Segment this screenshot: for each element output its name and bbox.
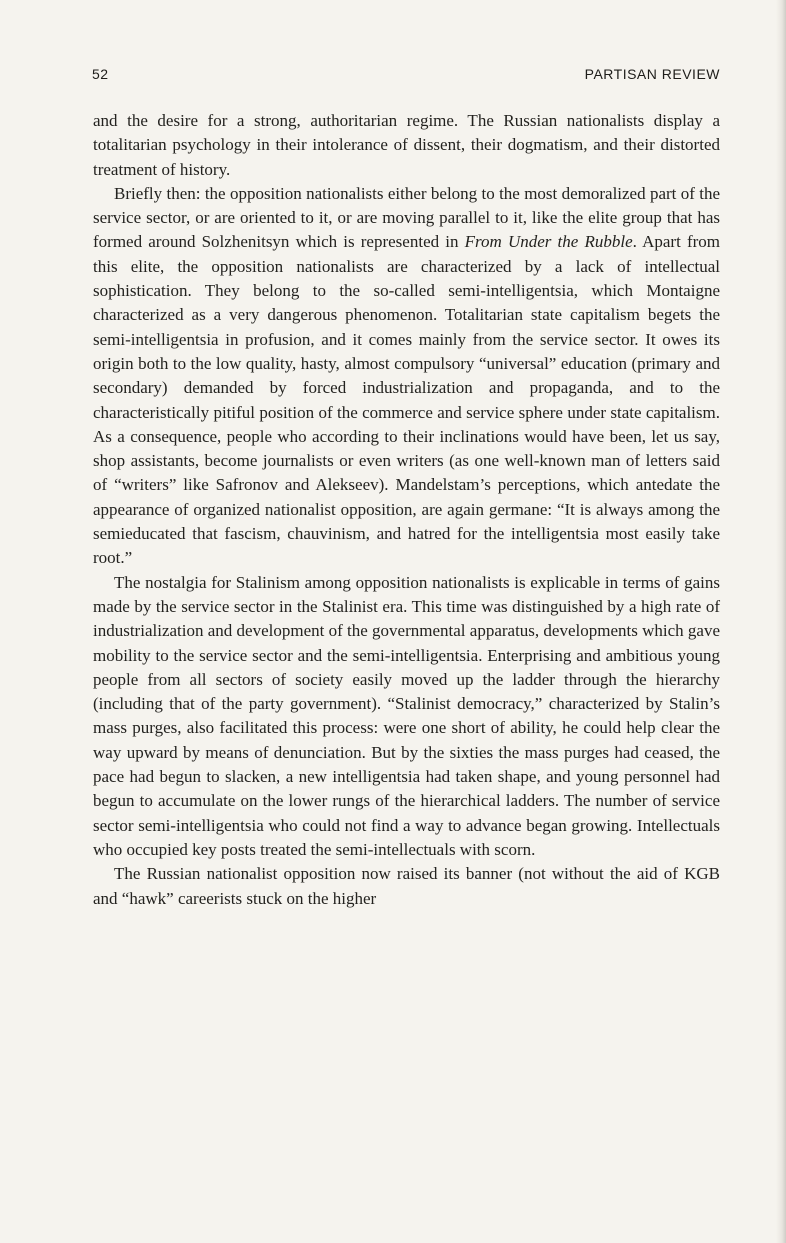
paragraph-3: The nostalgia for Stalinism among opposition nationalists is explicable in terms of gains made by the service sector in the Stalinist era. This time was distinguished by a high rate of industrialization and development of the governmental apparatus, developments which gave mobility to the service sector and the semi-intelligentsia. Enterprising and ambitious young people from all sectors of society easily moved up the ladder through the hierarchy (including that of the party government). “Stalinist democracy,” characterized by Stalin’s mass purges, also facilitated this process: were one short of ability, he could help clear the way upward by means of denunciation. But by the sixties the mass purges had ceased, the pace had begun to slacken, a new intelligentsia had taken shape, and young personnel had begun to accumulate on the lower rungs of the hierarchical ladders. The number of service sector semi-intelligentsia who could not find a way to advance began growing. Intellectuals who occupied key posts treated the semi-intellectuals with scorn. bbox=[93, 572, 720, 859]
paragraph-2-text-before-title: Briefly then: the opposition nationalists either belong to the most demoralized part of the service sector, or are oriented to it, or are moving parallel to it, like the elite group that has formed around Solzhenitsyn which is represented in bbox=[93, 183, 720, 252]
running-header bbox=[92, 66, 720, 86]
running-title: PARTISAN REVIEW bbox=[584, 66, 720, 82]
paragraph-2-text-after-title: . Apart from this elite, the opposition nationalists are characterized by a lack of intellectual sophistication. They belong to the so-called semi-intelligentsia, which Montaigne characterized as a very dangerous phenomenon. Totalitarian state capitalism begets the semi-intelligentsia in profusion, and it comes mainly from the service sector. It owes its origin both to the low quality, hasty, almost compulsory “universal” education (primary and secondary) demanded by forced industrialization and propaganda, and to the characteristically pitiful position of the commerce and service sphere under state capitalism. As a consequence, people who according to their inclinations would have been, let us say, shop assistants, become journalists or even writers (as one well-known man of letters said of “writers” like Safronov and Alekseev). Mandelstam’s perceptions, which antedate the appearance of organized nationalist opposition, are again germane: “It is always among the semieducated that fascism, chauvinism, and hatred for the intelligentsia most easily take root.” bbox=[93, 232, 720, 568]
page-edge-shadow bbox=[776, 0, 786, 1243]
page-number: 52 bbox=[92, 66, 109, 82]
paragraph-2 bbox=[93, 182, 720, 571]
body-text bbox=[93, 109, 720, 911]
paragraph-4: The Russian nationalist opposition now raised its banner (not without the aid of KGB and “hawk” careerists stuck on the higher bbox=[93, 864, 720, 908]
book-title: From Under the Rubble bbox=[464, 232, 633, 252]
paragraph-1: and the desire for a strong, authoritarian regime. The Russian nationalists display a totalitarian psychology in their intolerance of dissent, their dogmatism, and their distorted treatment of history. bbox=[93, 111, 720, 179]
